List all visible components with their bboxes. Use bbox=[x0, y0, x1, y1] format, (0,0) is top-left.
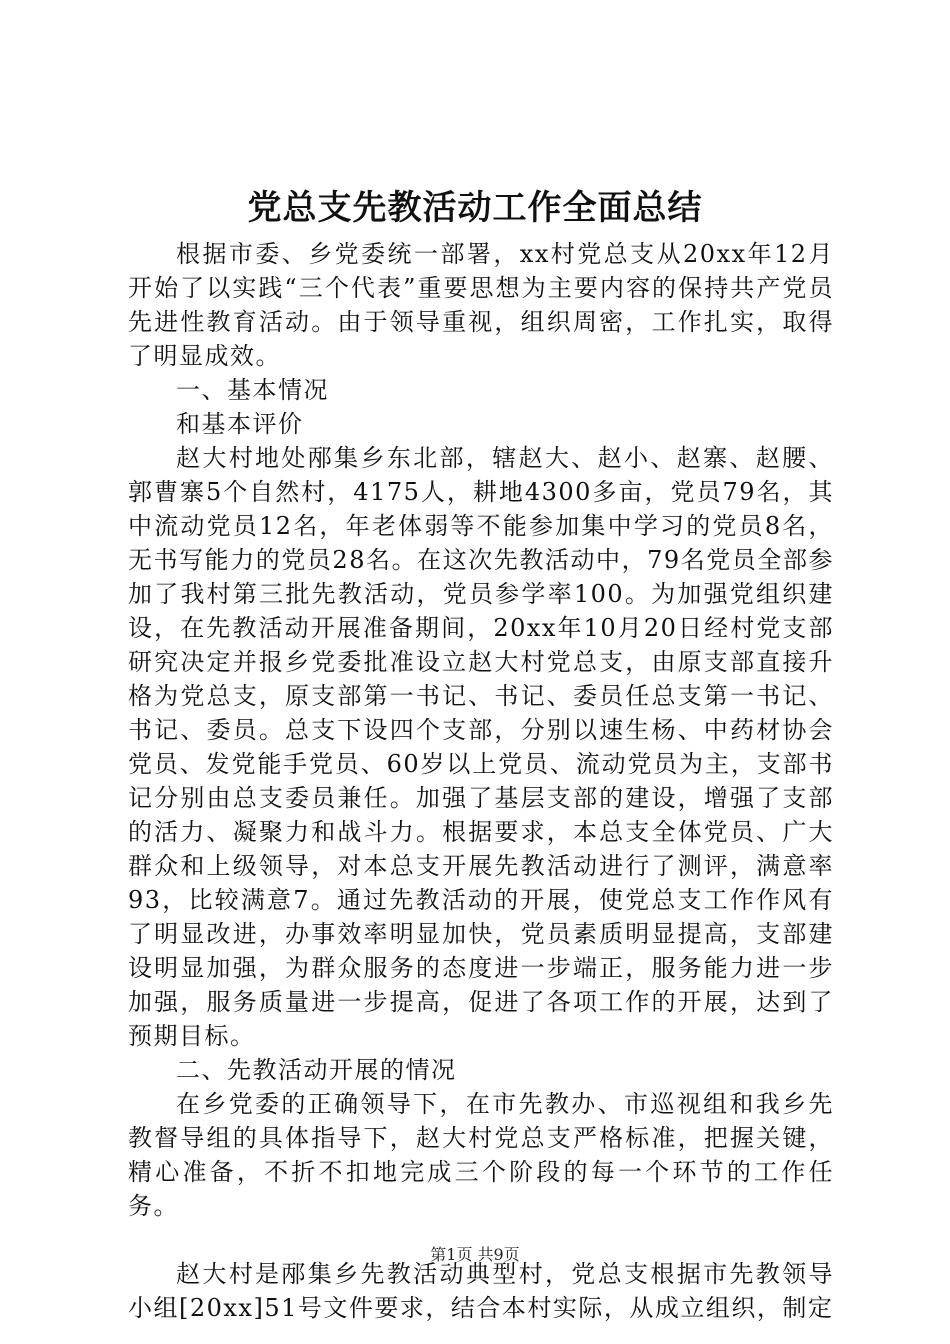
page-footer: 第1页 共9页 bbox=[430, 1245, 520, 1264]
document-body bbox=[128, 237, 834, 1325]
document-title: 党总支先教活动工作全面总结 bbox=[247, 188, 703, 228]
paragraph-guidance: 在乡党委的正确领导下，在市先教办、市巡视组和我乡先教督导组的具体指导下，赵大村党总支严格标准，把握关键，精心准备，不折不扣地完成三个阶段的每一个环节的工作任务。 bbox=[128, 1090, 834, 1220]
paragraph-typical-village: 赵大村是邴集乡先教活动典型村，党总支根据市先教领导小组[20xx]51号文件要求，结合本村实际，从成立组织，制定 bbox=[128, 1260, 834, 1322]
section-heading-basic: 一、基本情况 bbox=[176, 376, 329, 404]
paragraph-basic-situation: 赵大村地处邴集乡东北部，辖赵大、赵小、赵寨、赵腰、郭曹寨5个自然村，4175人，耕地4300多亩，党员79名，其中流动党员12名，年老体弱等不能参加集中学习的党员8名，无书写能力的党员28名。在这次先教活动中，79名党员全部参加了我村第三批先教活动，党员参学率100。为加强党组织建设，在先教活动开展准备期间，20xx年10月20日经村党支部研究决定并报乡党委批准设立赵大村党总支，由原支部直接升格为党总支，原支部第一书记、书记、委员任总支第一书记、书记、委员。总支下设四个支部，分别以速生杨、中药材协会党员、发党能手党员、60岁以上党员、流动党员为主，支部书记分别由总支委员兼任。加强了基层支部的建设，增强了支部的活力、凝聚力和战斗力。根据要求，本总支全体党员、广大群众和上级领导，对本总支开展先教活动进行了测评，满意率93，比较满意7。通过先教活动的开展，使党总支工作作风有了明显改进，办事效率明显加快，党员素质明显提高，支部建设明显加强，为群众服务的态度进一步端正，服务能力进一步加强，服务质量进一步提高，促进了各项工作的开展，达到了预期目标。 bbox=[128, 444, 834, 1050]
paragraph-intro: 根据市委、乡党委统一部署，xx村党总支从20xx年12月开始了以实践“三个代表”重要思想为主要内容的保持共产党员先进性教育活动。由于领导重视，组织周密，工作扎实，取得了明显成效。 bbox=[128, 240, 834, 370]
section-heading-activities: 二、先教活动开展的情况 bbox=[176, 1056, 457, 1084]
section-heading-evaluation: 和基本评价 bbox=[176, 410, 304, 438]
